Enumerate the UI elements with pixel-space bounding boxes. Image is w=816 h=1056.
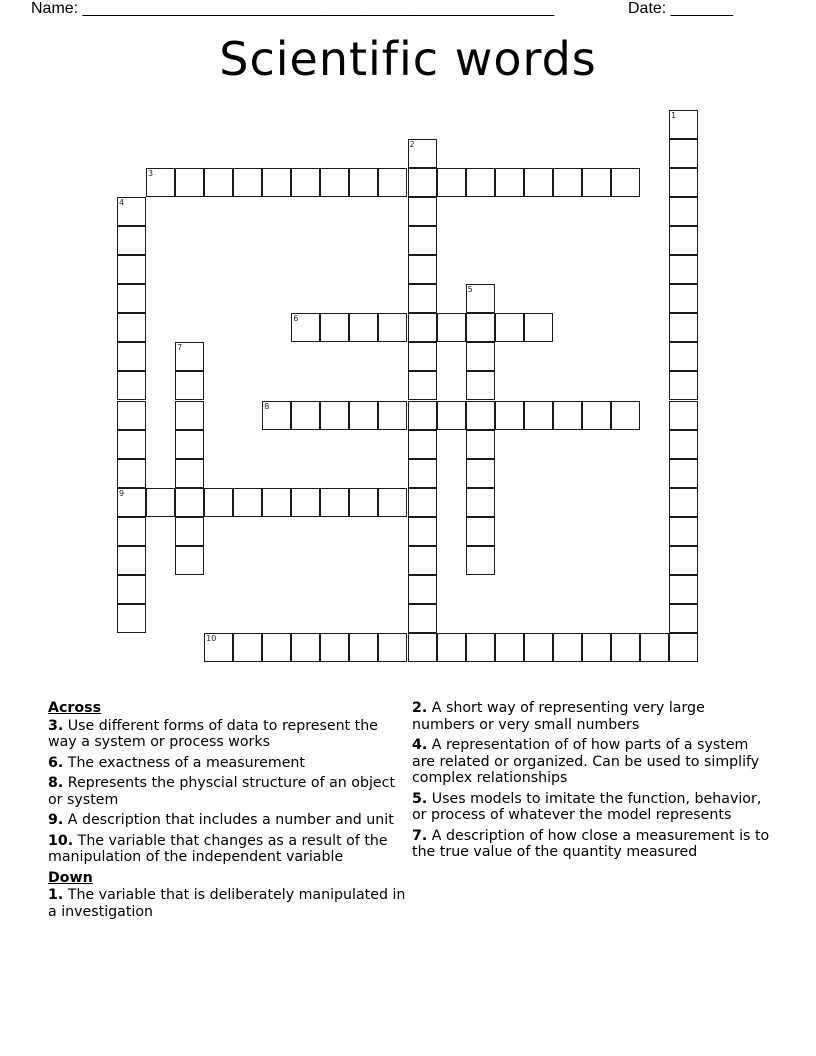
- crossword-cell[interactable]: [495, 168, 524, 197]
- crossword-cell[interactable]: [669, 517, 698, 546]
- clue-number: 6.: [48, 754, 64, 771]
- crossword-cell[interactable]: [204, 633, 233, 662]
- crossword-cell[interactable]: [495, 313, 524, 342]
- crossword-cell[interactable]: [378, 633, 407, 662]
- crossword-cell[interactable]: [669, 168, 698, 197]
- cell-number: 5: [467, 285, 473, 295]
- cell-number: 7: [177, 343, 183, 353]
- crossword-cell[interactable]: [466, 517, 495, 546]
- cell-number: 6: [293, 314, 299, 324]
- crossword-cell[interactable]: [146, 488, 175, 517]
- crossword-cell[interactable]: [524, 168, 553, 197]
- crossword-cell[interactable]: [117, 546, 146, 575]
- page-title: Scientific words: [219, 32, 597, 86]
- crossword-cell[interactable]: [524, 313, 553, 342]
- clue-number: 1.: [48, 887, 64, 903]
- crossword-cell[interactable]: [408, 575, 437, 604]
- clue-number: 4.: [412, 737, 428, 753]
- clue-number: 8.: [48, 775, 64, 791]
- crossword-cell[interactable]: [408, 459, 437, 488]
- cell-number: 1: [670, 111, 677, 120]
- clue-number: 10.: [48, 832, 74, 849]
- clue-text: Represents the physcial structure of an object or system: [48, 775, 396, 808]
- crossword-cell[interactable]: [408, 226, 437, 255]
- crossword-cell[interactable]: [117, 226, 146, 255]
- clue-down-5: [412, 791, 772, 824]
- crossword-cell[interactable]: [117, 313, 146, 342]
- crossword-cell[interactable]: [582, 168, 611, 197]
- crossword-cell[interactable]: [262, 401, 291, 430]
- crossword-cell[interactable]: [524, 633, 553, 662]
- clue-across-10: [48, 833, 408, 866]
- clue-down-1: [48, 887, 408, 920]
- crossword-cell[interactable]: [408, 401, 437, 430]
- crossword-cell[interactable]: [349, 488, 378, 517]
- crossword-cell[interactable]: [262, 633, 291, 662]
- crossword-cell[interactable]: [204, 168, 233, 197]
- crossword-cell[interactable]: [466, 168, 495, 197]
- clues-right-column: [412, 700, 772, 865]
- crossword-cell[interactable]: [175, 401, 204, 430]
- crossword-cell[interactable]: [669, 371, 698, 400]
- crossword-cell[interactable]: [378, 168, 407, 197]
- crossword-cell[interactable]: [669, 313, 698, 342]
- cell-number: 2: [409, 140, 415, 150]
- clue-down-7: [412, 828, 772, 861]
- clue-text: A short way of representing very large numbers or very small numbers: [412, 700, 705, 733]
- crossword-cell[interactable]: [466, 459, 495, 488]
- crossword-cell[interactable]: [466, 342, 495, 371]
- clue-number: 2.: [412, 700, 428, 716]
- crossword-cell[interactable]: [582, 401, 611, 430]
- crossword-cell[interactable]: [291, 401, 320, 430]
- crossword-cell[interactable]: [466, 401, 495, 430]
- crossword-cell[interactable]: [349, 313, 378, 342]
- crossword-cell[interactable]: [117, 517, 146, 546]
- crossword-cell[interactable]: [408, 430, 437, 459]
- crossword-cell[interactable]: [553, 633, 582, 662]
- crossword-cell[interactable]: [408, 168, 437, 197]
- clue-text: The exactness of a measurement: [63, 754, 305, 771]
- crossword-cell[interactable]: [408, 604, 437, 633]
- crossword-cell[interactable]: [117, 604, 146, 633]
- crossword-cell[interactable]: [669, 401, 698, 430]
- crossword-cell[interactable]: [495, 633, 524, 662]
- crossword-cell[interactable]: [466, 313, 495, 342]
- crossword-cell[interactable]: [117, 575, 146, 604]
- crossword-cell[interactable]: [408, 139, 437, 168]
- crossword-cell[interactable]: [349, 633, 378, 662]
- crossword-cell[interactable]: [669, 633, 698, 662]
- clue-across-6: [48, 755, 408, 772]
- date-field[interactable]: Date: _______: [628, 0, 733, 17]
- crossword-cell[interactable]: [233, 168, 262, 197]
- clue-number: 7.: [412, 827, 428, 844]
- crossword-cell[interactable]: [466, 430, 495, 459]
- clue-down-4: [412, 737, 772, 787]
- crossword-cell[interactable]: [669, 488, 698, 517]
- crossword-cell[interactable]: [291, 488, 320, 517]
- crossword-cell[interactable]: [553, 401, 582, 430]
- crossword-cell[interactable]: [378, 488, 407, 517]
- clue-text: Uses models to imitate the function, behavior, or process of whatever the model represents: [412, 790, 762, 823]
- crossword-cell[interactable]: [466, 371, 495, 400]
- crossword-cell[interactable]: [146, 168, 175, 197]
- crossword-cell[interactable]: [175, 371, 204, 400]
- crossword-cell[interactable]: [117, 255, 146, 284]
- crossword-cell[interactable]: [320, 401, 349, 430]
- crossword-cell[interactable]: [320, 168, 349, 197]
- cell-number: 4: [119, 198, 125, 208]
- crossword-cell[interactable]: [611, 633, 640, 662]
- crossword-cell[interactable]: [408, 488, 437, 517]
- crossword-cell[interactable]: [437, 313, 466, 342]
- clue-number: 3.: [48, 717, 64, 734]
- crossword-cell[interactable]: [669, 546, 698, 575]
- crossword-cell[interactable]: [611, 401, 640, 430]
- crossword-cell[interactable]: [466, 284, 495, 313]
- crossword-cell[interactable]: [553, 168, 582, 197]
- crossword-cell[interactable]: [524, 401, 553, 430]
- cell-number: 9: [119, 488, 125, 498]
- crossword-cell[interactable]: [408, 633, 437, 662]
- crossword-cell[interactable]: [669, 139, 698, 168]
- crossword-cell[interactable]: [437, 633, 466, 662]
- crossword-cell[interactable]: [669, 284, 698, 313]
- crossword-cell[interactable]: [640, 633, 669, 662]
- crossword-grid: [117, 110, 699, 662]
- crossword-cell[interactable]: [408, 197, 437, 226]
- clues-left-column: [48, 700, 408, 924]
- crossword-cell[interactable]: [117, 342, 146, 371]
- crossword-cell[interactable]: [408, 342, 437, 371]
- crossword-cell[interactable]: [669, 459, 698, 488]
- clue-across-9: [48, 812, 408, 829]
- crossword-cell[interactable]: [291, 168, 320, 197]
- clue-text: The variable that is deliberately manipulated in a investigation: [48, 887, 406, 920]
- clue-across-8: [48, 775, 408, 808]
- crossword-cell[interactable]: [175, 517, 204, 546]
- clue-text: A description that includes a number and unit: [63, 812, 394, 828]
- crossword-cell[interactable]: [349, 401, 378, 430]
- crossword-cell[interactable]: [175, 546, 204, 575]
- crossword-cell[interactable]: [262, 488, 291, 517]
- crossword-cell[interactable]: [669, 110, 698, 139]
- crossword-cell[interactable]: [117, 401, 146, 430]
- clue-down-2: [412, 700, 772, 733]
- crossword-cell[interactable]: [378, 401, 407, 430]
- crossword-cell[interactable]: [466, 633, 495, 662]
- crossword-cell[interactable]: [291, 313, 320, 342]
- crossword-cell[interactable]: [117, 371, 146, 400]
- crossword-cell[interactable]: [175, 459, 204, 488]
- crossword-cell[interactable]: [408, 546, 437, 575]
- crossword-cell[interactable]: [349, 168, 378, 197]
- crossword-cell[interactable]: [204, 488, 233, 517]
- crossword-cell[interactable]: [437, 401, 466, 430]
- crossword-cell[interactable]: [320, 488, 349, 517]
- crossword-cell[interactable]: [320, 633, 349, 662]
- crossword-cell[interactable]: [320, 313, 349, 342]
- crossword-cell[interactable]: [669, 342, 698, 371]
- cell-number: 8: [264, 401, 270, 411]
- clue-across-3: [48, 718, 408, 751]
- crossword-cell[interactable]: [262, 168, 291, 197]
- crossword-cell[interactable]: [408, 517, 437, 546]
- name-field[interactable]: Name: _____________________________________________________: [31, 0, 555, 17]
- crossword-cell[interactable]: [175, 430, 204, 459]
- crossword-cell[interactable]: [117, 488, 146, 517]
- crossword-cell[interactable]: [408, 371, 437, 400]
- cell-number: 3: [148, 169, 154, 179]
- clue-text: The variable that changes as a result of the manipulation of the independent variable: [48, 832, 388, 865]
- crossword-cell[interactable]: [466, 488, 495, 517]
- crossword-cell[interactable]: [466, 546, 495, 575]
- crossword-cell[interactable]: [233, 633, 262, 662]
- crossword-cell[interactable]: [495, 401, 524, 430]
- crossword-cell[interactable]: [669, 255, 698, 284]
- clue-text: A description of how close a measurement is to the true value of the quantity measured: [412, 827, 770, 860]
- crossword-cell[interactable]: [408, 255, 437, 284]
- clue-number: 5.: [412, 790, 428, 807]
- crossword-cell[interactable]: [408, 313, 437, 342]
- cell-number: 10: [206, 633, 217, 643]
- crossword-cell[interactable]: [611, 168, 640, 197]
- crossword-cell[interactable]: [291, 633, 320, 662]
- crossword-cell[interactable]: [669, 197, 698, 226]
- crossword-cell[interactable]: [175, 168, 204, 197]
- clue-text: Use different forms of data to represent the way a system or process works: [48, 717, 378, 750]
- clue-text: A representation of of how parts of a system are related or organized. Can be used to simplify complex relationships: [412, 737, 760, 786]
- across-heading: Across: [48, 700, 102, 716]
- crossword-cell[interactable]: [175, 488, 204, 517]
- crossword-cell[interactable]: [117, 197, 146, 226]
- crossword-cell[interactable]: [117, 459, 146, 488]
- crossword-cell[interactable]: [117, 430, 146, 459]
- crossword-cell[interactable]: [582, 633, 611, 662]
- crossword-cell[interactable]: [669, 430, 698, 459]
- crossword-cell[interactable]: [669, 575, 698, 604]
- crossword-cell[interactable]: [437, 168, 466, 197]
- crossword-cell[interactable]: [175, 342, 204, 371]
- crossword-cell[interactable]: [117, 284, 146, 313]
- crossword-cell[interactable]: [378, 313, 407, 342]
- down-heading: Down: [48, 869, 93, 886]
- crossword-cell[interactable]: [408, 284, 437, 313]
- clue-number: 9.: [48, 812, 64, 828]
- crossword-cell[interactable]: [233, 488, 262, 517]
- crossword-cell[interactable]: [669, 604, 698, 633]
- crossword-cell[interactable]: [669, 226, 698, 255]
- worksheet-header: [0, 0, 816, 22]
